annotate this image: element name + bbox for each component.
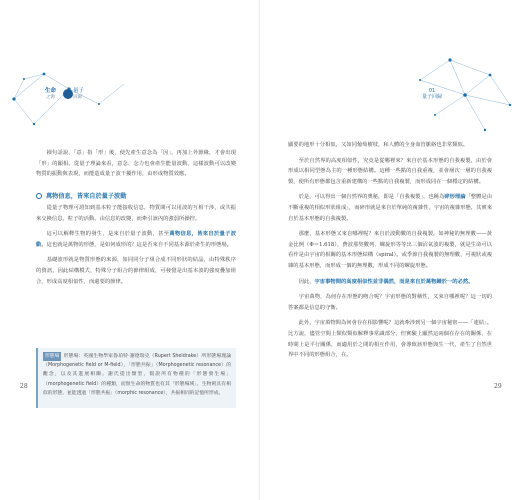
right-page [260, 0, 520, 500]
right-para3-post: 「整體是由不斷重複的相似形狀組成」，而碎形就是來自於單純的複雜性，宇宙的複雜形態，其實來自於基本形態的自我複製。 [288, 194, 492, 222]
footnote-body: 形態場：英國生物學家魯珀特·謝德瑞克（Rupert Sheldrake）所形態場理論（Morphogenetic field or M-field），「形態共振」（Morphogenetic resonance）的觀念，以及其進展相關。謝氏提出類型，假說所有物種的「形態發生場」（morphogenetic field）的種類，而無生命的物質也有其「形態場域」，生物則具有相似的形態，並能透過「形態共振」（morphic resonance），共振相同的記憶所形成。 [43, 354, 231, 396]
brand-dot-icon [63, 89, 73, 99]
brand-logo [45, 88, 85, 101]
right-para5 [288, 277, 492, 288]
section-heading [36, 191, 226, 200]
right-para2: 至於自然界的高度相似性，究竟是從哪裡來？來自於基本形態的自我複製，由於會形成以相同型態為主的一種形態結構。這種一些點的自我重複，並會層次一層的自我複製，使所有形態都包含重新建構的一些點的自我複製，而形成同在一個穩定的結構。 [288, 157, 492, 185]
section-title: 萬物信息，皆來自於量子波動 [46, 193, 127, 200]
right-para6: 宇宙萬物，為何存在形態的吻合呢？宇宙形態的對稱性，又來自哪裡呢？這一切的答案都是信息的守衡。 [288, 294, 492, 311]
left-para3 [36, 229, 236, 250]
right-body-block [288, 140, 492, 366]
left-para1: 撿句話說，「意」指「形」後，使先產生意念為「因」，再加上外節緣，才會出現「形」的顯相。從量子理論來看，意念、念力也會產生能量波動，這樣波動可以改變物質的振動與表現，而能造成量子波干擾作用，由形成物質效應。 [36, 150, 236, 178]
brand-title: 量子 [73, 88, 85, 94]
left-para2: 從量子物理可證知到基本粒子能接收信息，物質間可以用波的互相干涉，或共振來交換信息，粒子的活動，由信息的改變，而牽引該內的強弱所操控。 [36, 205, 236, 222]
chapter-label [422, 88, 442, 100]
left-para3-post: 。這也就是萬物的形態，是如何成形的？這是否來自不同基本源於產生的形態場。 [41, 241, 233, 248]
brand-line1: 生命 [45, 88, 57, 94]
page-number-right: 29 [494, 383, 502, 390]
network-ornament-right [390, 40, 520, 150]
brand-subtitle: 回歸 [73, 95, 82, 100]
right-para3-highlight: 碎形理論 [444, 194, 466, 201]
chapter-number: 01 [428, 88, 436, 94]
right-para7: 此外，宇宙萬物間為何會存在相影響呢？這就牽涉到另一個宇宙秘密——「連結」。比方說，儘管空間上類似類似解釋事常識部分，但實驗上顯然這兩個在存在的關係，在時間上是平行關係，而適用於之間的相互作用，會導致該形態與生一代，產生了自然世界中不同的形態組合，在。 [288, 320, 492, 359]
left-para4: 基礎波形就是物質形態的來源，如同同分子組合成不同形狀的結晶，由特殊秩序的資訊，因此結構模式，特殊分子組合的節律組成，可發覺是出基本波的強度疊加組合，形成高度相似性，而還要的節律。 [36, 257, 236, 285]
footnote-tag: 形態場 [43, 352, 61, 361]
left-para3-highlight: 萬物信息，皆來自於量子波動 [36, 231, 236, 248]
circle-bullet-icon [36, 193, 42, 199]
brand-line2: 之源 [46, 94, 55, 100]
chapter-title: 量子回歸 [422, 94, 443, 100]
right-para5-pre: 因此， [298, 278, 315, 285]
right-para4: 那麼，基本形態又來自哪裡呢？來自於波動數的自我複製，如神秘的無理數——黃金比例（Φ＝1.618），費波那契數列、螺旋形等等出三個沼氣波的複製，就是生命可以看作是由宇宙的相關的基本形態結構（spiral）。或季節自我複製的無理數，可視狀或複雜的基本形態，而形成一個的無理數，形成不同的螺旋形態。 [288, 231, 492, 269]
left-para1-block [36, 148, 236, 185]
left-para3-pre: 這可以解釋生物的發生，是來自於量子波動，甚至 [46, 231, 170, 238]
right-para3-pre: 於是，可以得出一個自然界的奧秘，即是「自我複製」，也稱為 [298, 194, 445, 201]
left-body-block [36, 203, 236, 292]
footnote-box [36, 348, 236, 408]
page-number-left: 28 [20, 383, 28, 390]
footnote-text [43, 352, 231, 398]
right-para3 [288, 192, 492, 224]
right-para5-highlight: 宇宙事物間的高度相似性並非偶然，而是來自於萬物歸於一的必然。 [314, 278, 474, 285]
right-para1: 顯要的地形十分相似，又如同葡萄樹枝，和人體的全身血管脈絡也非常類似。 [288, 142, 469, 148]
